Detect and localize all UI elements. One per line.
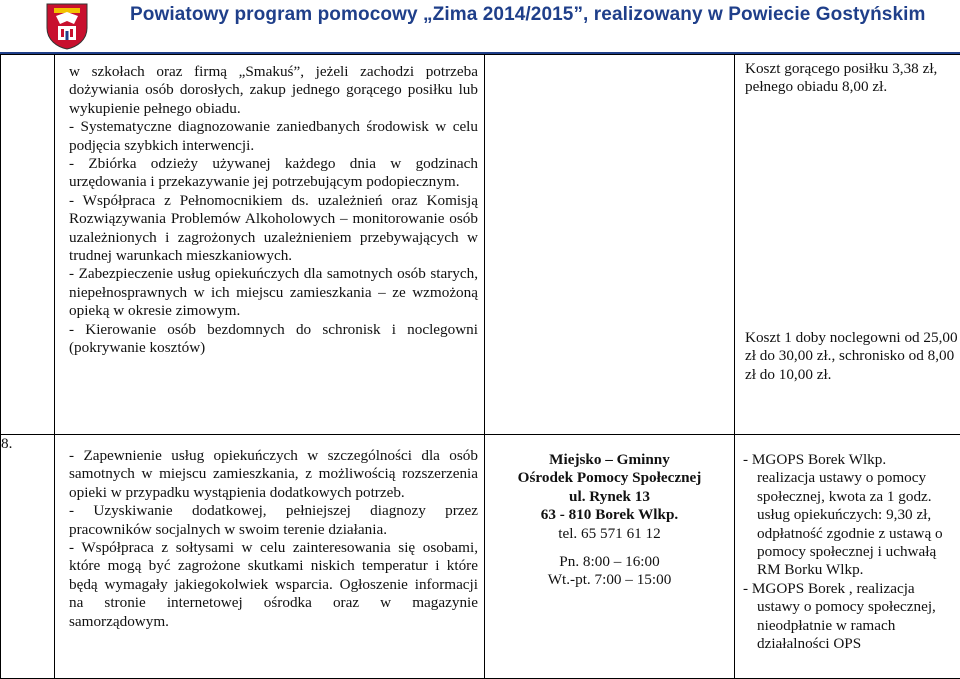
office-name: Ośrodek Pomocy Społecznej [491,469,728,487]
table-row [1,435,960,679]
actions-cell [55,435,485,679]
cost-head: - MGOPS Borek , realizacja [743,580,958,598]
action-item: - Zbiórka odzieży używanej każdego dnia w godzinach urzędowania i przekazywanie jej potrzebującym podopiecznym. [69,155,478,192]
cost-body: realizacja ustawy o pomocy społecznej, kwota za 1 godz. usług opiekuńczych: 9,30 zł, odpłatność zgodnie z ustawą o pomocy społecznej i uchwałą RM Borku Wlkp. [743,469,958,579]
cost-head: - MGOPS Borek Wlkp. [743,451,958,469]
action-item: - Zabezpieczenie usług opiekuńczych dla samotnych osób starych, niepełnosprawnych w ich miejscu zamieszkania – ze wzmożoną opieką w okresie zimowym. [69,265,478,320]
action-item: w szkołach oraz firmą „Smakuś”, jeżeli zachodzi potrzeba dożywiania osób dorosłych, zakup jednego gorącego posiłku lub wykupienie pełnego obiadu. [69,63,478,118]
action-item: - Systematyczne diagnozowanie zaniedbanych środowisk w celu podjęcia szybkich interwencji. [69,118,478,155]
office-hours: Pn. 8:00 – 16:00 [491,553,728,571]
costs-cell [735,435,960,679]
office-phone: tel. 65 571 61 12 [491,525,728,543]
office-name: Miejsko – Gminny [491,451,728,469]
shelter-cost: Koszt 1 doby noclegowni od 25,00 zł do 30,00 zł., schronisko od 8,00 zł do 10,00 zł. [745,329,958,384]
coat-of-arms-icon [44,2,90,50]
action-item: - Współpraca z sołtysami w celu zainteresowania się osobami, które mogą być zagrożone skutkami niskich temperatur i które będą wymagały jakiegokolwiek wsparcia. Ogłoszenie informacji na stronie internetowej ośrodka oraz w magazynie samorządowym. [69,539,478,631]
row-number-cell: 8. [1,435,55,679]
contact-cell [485,435,735,679]
program-table [0,54,960,679]
office-hours: Wt.-pt. 7:00 – 15:00 [491,571,728,589]
meal-cost: Koszt gorącego posiłku 3,38 zł, pełnego obiadu 8,00 zł. [745,60,958,97]
action-item: - Kierowanie osób bezdomnych do schronisk i noclegowni (pokrywanie kosztów) [69,321,478,358]
action-item: - Współpraca z Pełnomocnikiem ds. uzależnień oraz Komisją Rozwiązywania Problemów Alkoholowych – monitorowanie osób uzależnionych i zagrożonych uzależnieniem przebywających w trudnej warunkach mieszkaniowych. [69,192,478,266]
row-number-cell [1,55,55,435]
page-header [0,0,960,52]
costs-cell [735,55,960,435]
office-city: 63 - 810 Borek Wlkp. [491,506,728,524]
office-street: ul. Rynek 13 [491,488,728,506]
actions-cell [55,55,485,435]
table-row [1,55,960,435]
contact-cell [485,55,735,435]
action-item: - Zapewnienie usług opiekuńczych w szczególności dla osób samotnych w miejscu zamieszkania, z możliwością rozszerzenia opieki w przypadku wystąpienia dodatkowych potrzeb. [69,447,478,502]
action-item: - Uzyskiwanie dodatkowej, pełniejszej diagnozy przez pracowników socjalnych w swoim terenie działania. [69,502,478,539]
page-title: Powiatowy program pomocowy „Zima 2014/2015”, realizowany w Powiecie Gostyńskim [130,4,926,26]
cost-body: ustawy o pomocy społecznej, nieodpłatnie w ramach działalności OPS [743,598,958,653]
